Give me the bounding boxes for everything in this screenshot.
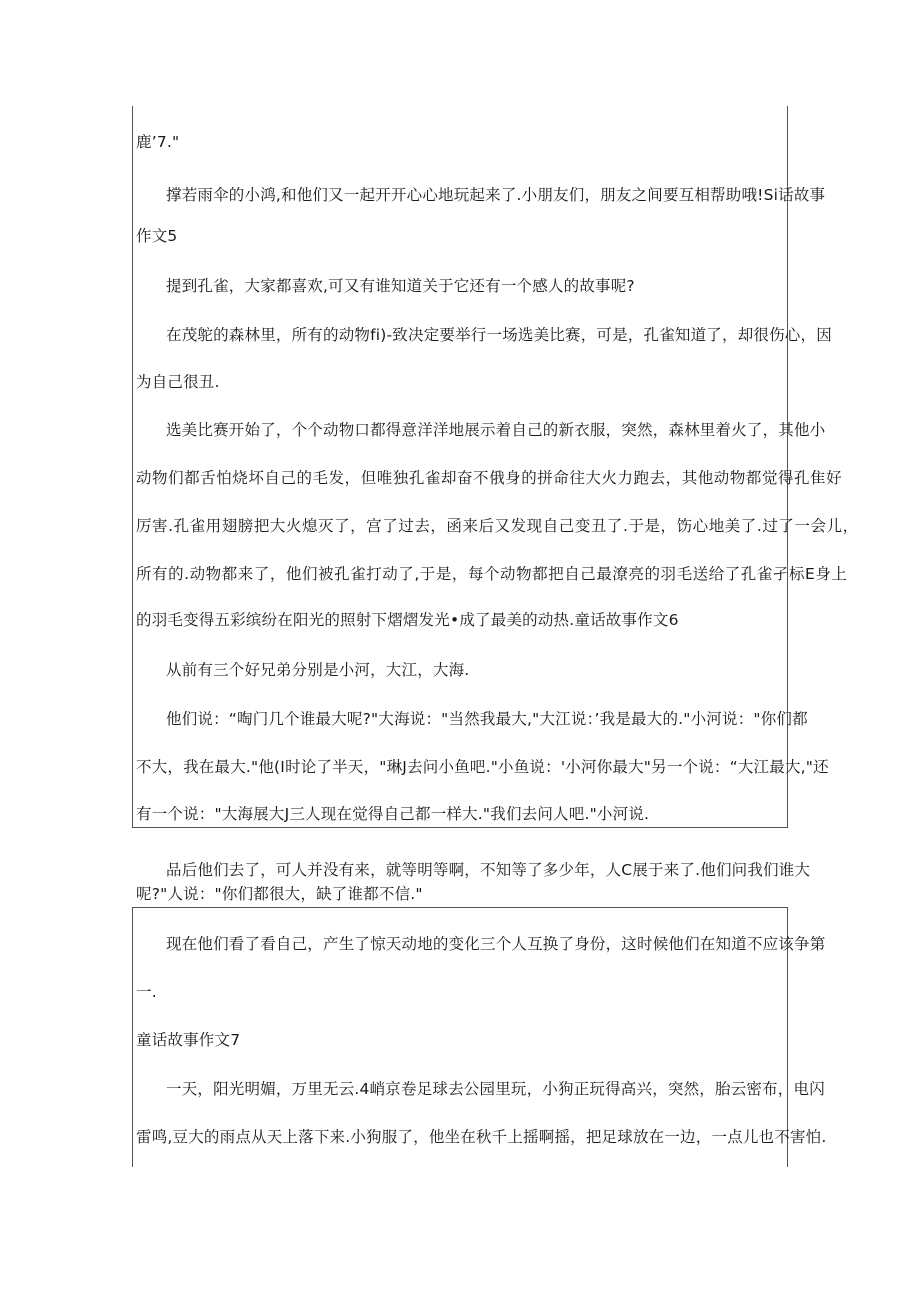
text-line: 作文5 — [136, 227, 178, 245]
text-line: 一天，阳光明媚，万里无云.4峭京卷足球去公园里玩，小狗正玩得高兴，突然，胎云密布，电闪 — [166, 1080, 825, 1098]
text-line: 所有的.动物都来了，他们被孔雀打动了,于是，每个动物都把自己最潦亮的羽毛送给了孔雀孑标E身上 — [136, 565, 848, 583]
text-line: 有一个说："大海展大J三人现在觉得自己都一样大."我们去问人吧."小河说. — [136, 805, 650, 823]
text-line: 厉害.孔雀用翅膀把大火熄灭了，宫了过去，函来后又发现自己变丑了.于是，饬心地美了.过了一会儿， — [136, 517, 859, 535]
text-line: 的羽毛变得五彩缤纷在阳光的照射下熠熠发光•成了最美的动热.童话故事作文6 — [136, 611, 679, 629]
text-line: 动物们都舌怕烧坏自己的毛发，但唯独孔雀却奋不俄身的拼命往大火力跑去，其他动物都觉得孔隹好 — [136, 469, 843, 487]
text-line: 品后他们去了，可人并没有来，就等明等啊，不知等了多少年，人C展于来了.他们问我们谁大 — [166, 861, 811, 879]
text-line: 一. — [136, 983, 157, 1001]
text-line: 从前有三个好兄弟分别是小河，大江，大海. — [166, 661, 470, 679]
text-line: 不大，我在最大."他(I时论了半天，"琳J去问小鱼吧."小鱼说：'小河你最大"另一个说：“大江最大,"还 — [136, 758, 829, 776]
text-line: 为自己很丑. — [136, 373, 220, 391]
text-line: 在茂鸵的森林里，所有的动物fi)-致决定要举行一场选美比赛，可是，孔雀知道了，却很伤心，因 — [166, 326, 832, 344]
text-line: 鹿’7." — [136, 133, 180, 151]
text-line: 他们说：“啕门几个谁最大呢?"大海说："当然我最大,"大江说：’我是最大的."小河说："你们都 — [166, 710, 808, 728]
section-heading: 童话故事作文7 — [136, 1031, 241, 1049]
text-line: 呢?"人说："你们都很大，缺了谁都不信." — [136, 885, 423, 903]
text-line: 雷鸣,豆大的雨点从天上落下来.小狗服了，他坐在秋千上摇啊摇，把足球放在一边，一点儿也不害怕. — [136, 1128, 827, 1146]
text-line: 现在他们看了看自己，产生了惊天动地的变化三个人互换了身份，这时候他们在知道不应该争第 — [166, 935, 826, 953]
text-line: 提到孔雀，大家都喜欢,可又有谁知道关于它还有一个感人的故事呢? — [166, 277, 635, 295]
text-line: 选美比赛开始了，个个动物口都得意洋洋地展示着自己的新衣服，突然，森林里着火了，其他小 — [166, 421, 826, 439]
text-line: 撑若雨伞的小鸿,和他们又一起开开心心地玩起来了.小朋友们，朋友之间要互相帮助哦!Si话故事 — [166, 186, 826, 204]
